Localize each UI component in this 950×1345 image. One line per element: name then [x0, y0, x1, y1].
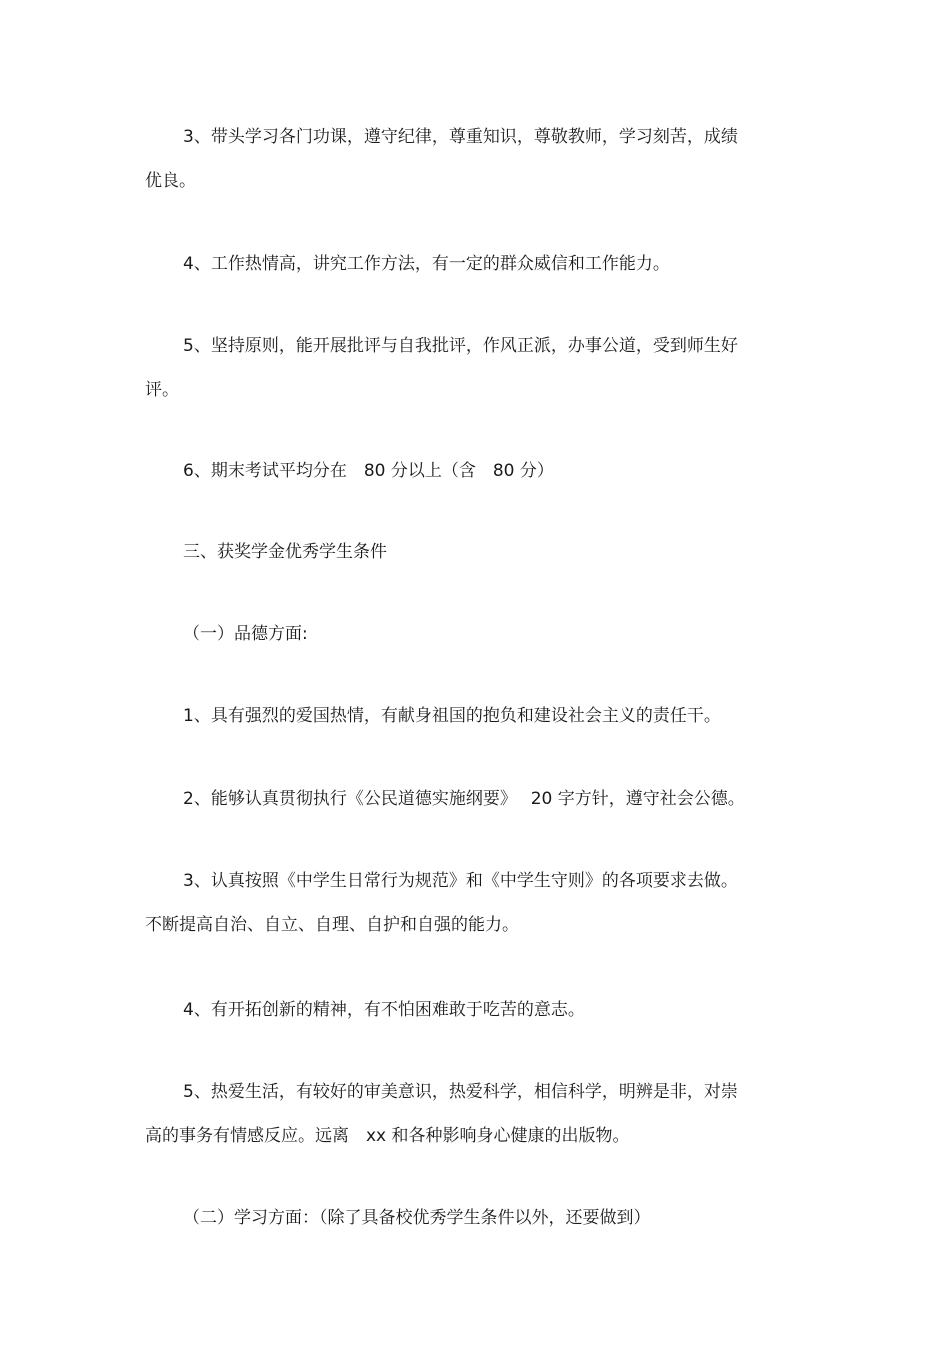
paragraph-line: 5、热爱生活，有较好的审美意识，热爱科学，相信科学，明辨是非，对崇 [183, 1082, 738, 1102]
section-heading-scholarship [145, 530, 775, 574]
paragraph-line: 6、期末考试平均分在 80 分以上（含 80 分） [183, 461, 554, 481]
paragraph-line: 不断提高自治、自立、自理、自护和自强的能力。 [145, 915, 519, 935]
subsection-heading: （一）品德方面: [183, 624, 308, 644]
paragraph-item-3-conduct [145, 859, 775, 947]
paragraph-line: 评。 [145, 380, 179, 400]
paragraph-line: 3、认真按照《中学生日常行为规范》和《中学生守则》的各项要求去做。 [183, 871, 738, 891]
paragraph-item-5-life [145, 1070, 775, 1158]
subsection-heading-morality [145, 612, 775, 656]
paragraph-line: 2、能够认真贯彻执行《公民道德实施纲要》 20 字方针，遵守社会公德。 [183, 789, 745, 809]
paragraph-line: 高的事务有情感反应。远离 xx 和各种影响身心健康的出版物。 [145, 1126, 630, 1146]
paragraph-item-5-principle [145, 324, 775, 412]
subsection-heading: （二）学习方面：（除了具备校优秀学生条件以外，还要做到） [183, 1208, 651, 1228]
paragraph-item-3-study [145, 115, 775, 203]
paragraph-item-2-morality-outline [145, 777, 775, 821]
subsection-heading-study [145, 1196, 775, 1240]
section-heading: 三、获奖学金优秀学生条件 [183, 542, 387, 562]
paragraph-line: 优良。 [145, 171, 196, 191]
paragraph-line: 4、工作热情高，讲究工作方法，有一定的群众威信和工作能力。 [183, 254, 670, 274]
paragraph-line: 1、具有强烈的爱国热情，有献身祖国的抱负和建设社会主义的责任干。 [183, 706, 721, 726]
paragraph-line: 3、带头学习各门功课，遵守纪律，尊重知识，尊敬教师，学习刻苦，成绩 [183, 127, 738, 147]
paragraph-item-4-innovation [145, 988, 775, 1032]
paragraph-item-1-patriotism [145, 694, 775, 738]
paragraph-line: 5、坚持原则，能开展批评与自我批评，作风正派，办事公道，受到师生好 [183, 336, 738, 356]
paragraph-item-4-work [145, 242, 775, 286]
paragraph-line: 4、有开拓创新的精神，有不怕困难敢于吃苦的意志。 [183, 1000, 585, 1020]
paragraph-item-6-exam [145, 449, 775, 493]
